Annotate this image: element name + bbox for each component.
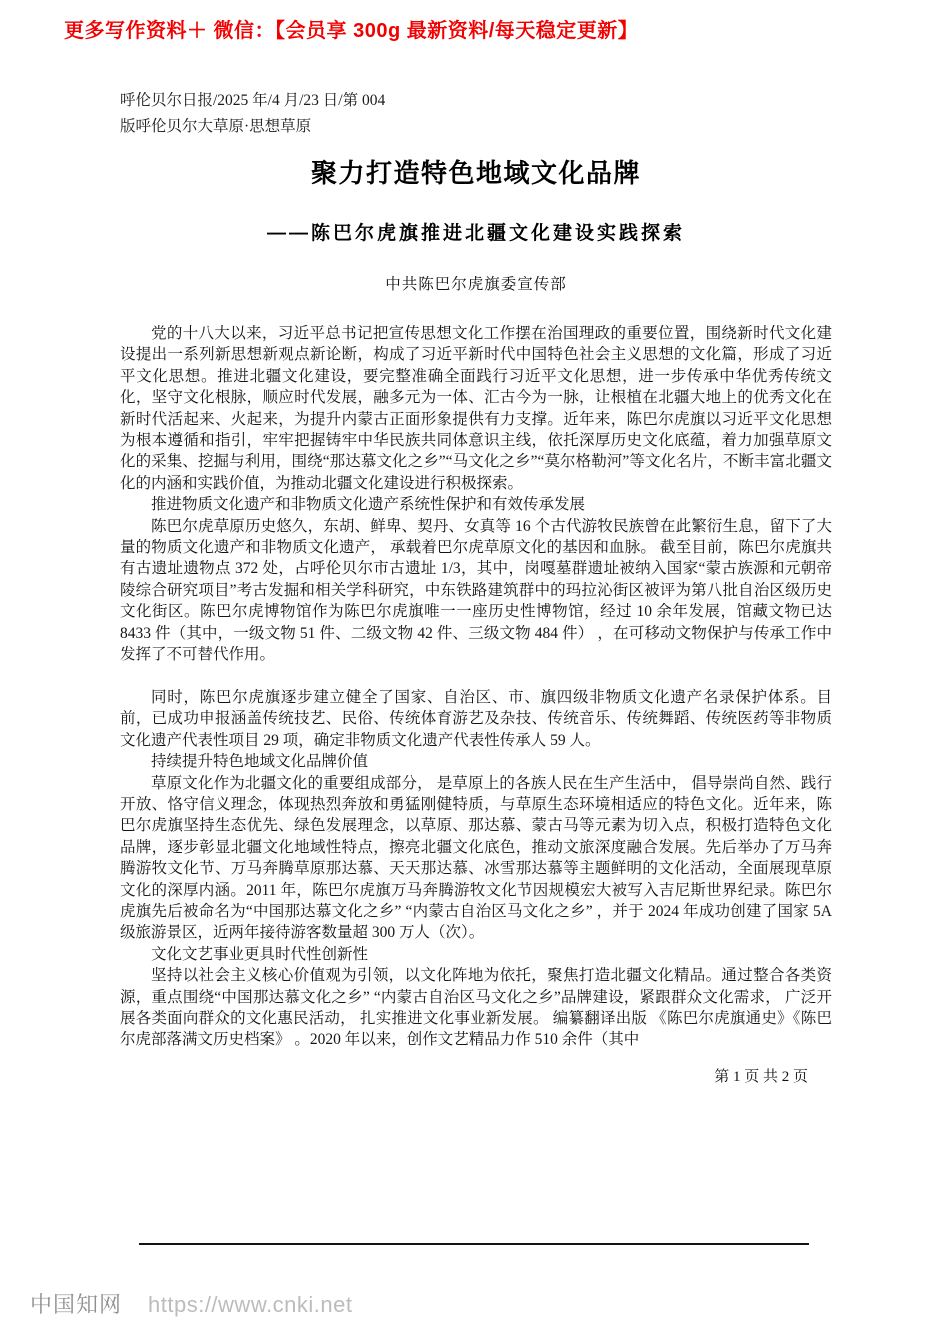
section-heading-1: 推进物质文化遗产和非物质文化遗产系统性保护和有效传承发展 bbox=[151, 496, 586, 514]
promo-banner: 更多写作资料＋ 微信：【会员享 300g 最新资料/每天稳定更新】 bbox=[64, 20, 639, 42]
blank-line bbox=[120, 666, 832, 687]
paragraph-5: 坚持以社会主义核心价值观为引领，以文化阵地为依托，聚焦打造北疆文化精品。通过整合各类资源，重点围绕“中国那达慕文化之乡” “内蒙古自治区马文化之乡”品牌建设，紧跟群众文化需求， 广泛开展各类面向群众的文化惠民活动， 扎实推进文化事业新发展。 编纂翻译出版 《陈巴尔虎旗通史》《陈巴尔虎部落满文历史档案》 。2020 年以来，创作文艺精品力作 510 余件（其中 bbox=[120, 967, 832, 1049]
article-subtitle: ——陈巴尔虎旗推进北疆文化建设实践探索 bbox=[266, 223, 685, 244]
section-heading-2: 持续提升特色地域文化品牌价值 bbox=[151, 753, 369, 771]
article-author: 中共陈巴尔虎旗委宣传部 bbox=[385, 276, 567, 293]
paragraph-2: 陈巴尔虎草原历史悠久，东胡、鲜卑、契丹、女真等 16 个古代游牧民族曾在此繁衍生息，留下了大量的物质文化遗产和非物质文化遗产， 承载着巴尔虎草原文化的基因和血脉。 截至目前，陈巴尔虎旗共有古遗址遗物点 372 处，占呼伦贝尔市古遗址 1/3，其中，岗嘎墓群遗址被纳入国家“蒙古族源和元朝帝陵综合研究项目”考古发掘和相关学科研究，中东铁路建筑群中的玛拉沁街区被评为第八批自治区级历史文化街区。陈巴尔虎博物馆作为陈巴尔虎旗唯一一座历史性博物馆，经过 10 余年发展，馆藏文物已达 8433 件（其中，一级文物 51 件、二级文物 42 件、三级文物 484 件） ，在可移动文物保护与传承工作中发挥了不可替代作用。 bbox=[120, 517, 832, 664]
section-heading-3: 文化文艺事业更具时代性创新性 bbox=[151, 945, 369, 963]
paragraph-1: 党的十八大以来，习近平总书记把宣传思想文化工作摆在治国理政的重要位置，围绕新时代文化建设提出一系列新思想新观点新论断，构成了习近平新时代中国特色社会主义思想的文化篇，形成了习近平文化思想。推进北疆文化建设，要完整准确全面践行习近平文化思想，进一步传承中华优秀传统文化，坚守文化根脉，顺应时代发展，融多元为一体、汇古今为一脉，让根植在北疆大地上的优秀文化在新时代活起来、火起来，为提升内蒙古正面形象提供有力支撑。近年来，陈巴尔虎旗以习近平文化思想为根本遵循和指引，牢牢把握铸牢中华民族共同体意识主线，依托深厚历史文化底蕴，着力加强草原文化的采集、挖掘与利用，围绕“那达慕文化之乡”“马文化之乡”“莫尔格勒河”等文化名片，不断丰富北疆文化的内涵和实践价值，为推动北疆文化建设进行积极探索。 bbox=[120, 325, 832, 492]
article-body bbox=[120, 323, 832, 1051]
source-line1: 呼伦贝尔日报/2025 年/4 月/23 日/第 004 bbox=[120, 92, 386, 109]
cnki-logo: 中国知网 bbox=[30, 1292, 123, 1317]
page-number: 第 1 页 共 2 页 bbox=[714, 1068, 808, 1085]
article-content bbox=[120, 88, 832, 1086]
cnki-footer bbox=[30, 1288, 352, 1319]
source-info bbox=[120, 88, 832, 140]
footer-divider bbox=[139, 1243, 809, 1245]
paragraph-3: 同时，陈巴尔虎旗逐步建立健全了国家、自治区、市、旗四级非物质文化遗产名录保护体系。目前，已成功申报涵盖传统技艺、民俗、传统体育游艺及杂技、传统音乐、传统舞蹈、传统医药等非物质文化遗产代表性项目 29 项，确定非物质文化遗产代表性传承人 59 人。 bbox=[120, 688, 832, 749]
article-title: 聚力打造特色地域文化品牌 bbox=[310, 158, 641, 188]
paragraph-4: 草原文化作为北疆文化的重要组成部分， 是草原上的各族人民在生产生活中， 倡导崇尚自然、践行开放、恪守信义理念，体现热烈奔放和勇猛刚健特质，与草原生态环境相适应的特色文化。近年来，陈巴尔虎旗坚持生态优先、绿色发展理念，以草原、那达慕、蒙古马等元素为切入点，积极打造特色文化品牌，逐步彰显北疆文化地域性特点，擦亮北疆文化底色，推动文旅深度融合发展。先后举办了万马奔腾游牧文化节、万马奔腾草原那达慕、天天那达慕、冰雪那达慕等主题鲜明的文化活动，全面展现草原文化的深厚内涵。2011 年，陈巴尔虎旗万马奔腾游牧文化节因规模宏大被写入吉尼斯世界纪录。陈巴尔虎旗先后被命名为“中国那达慕文化之乡” “内蒙古自治区马文化之乡” ，并于 2024 年成功创建了国家 5A 级旅游景区，近两年接待游客数量超 300 万人（次）。 bbox=[120, 774, 832, 942]
source-line2: 版呼伦贝尔大草原·思想草原 bbox=[120, 118, 312, 135]
cnki-url: https://www.cnki.net bbox=[148, 1292, 353, 1317]
